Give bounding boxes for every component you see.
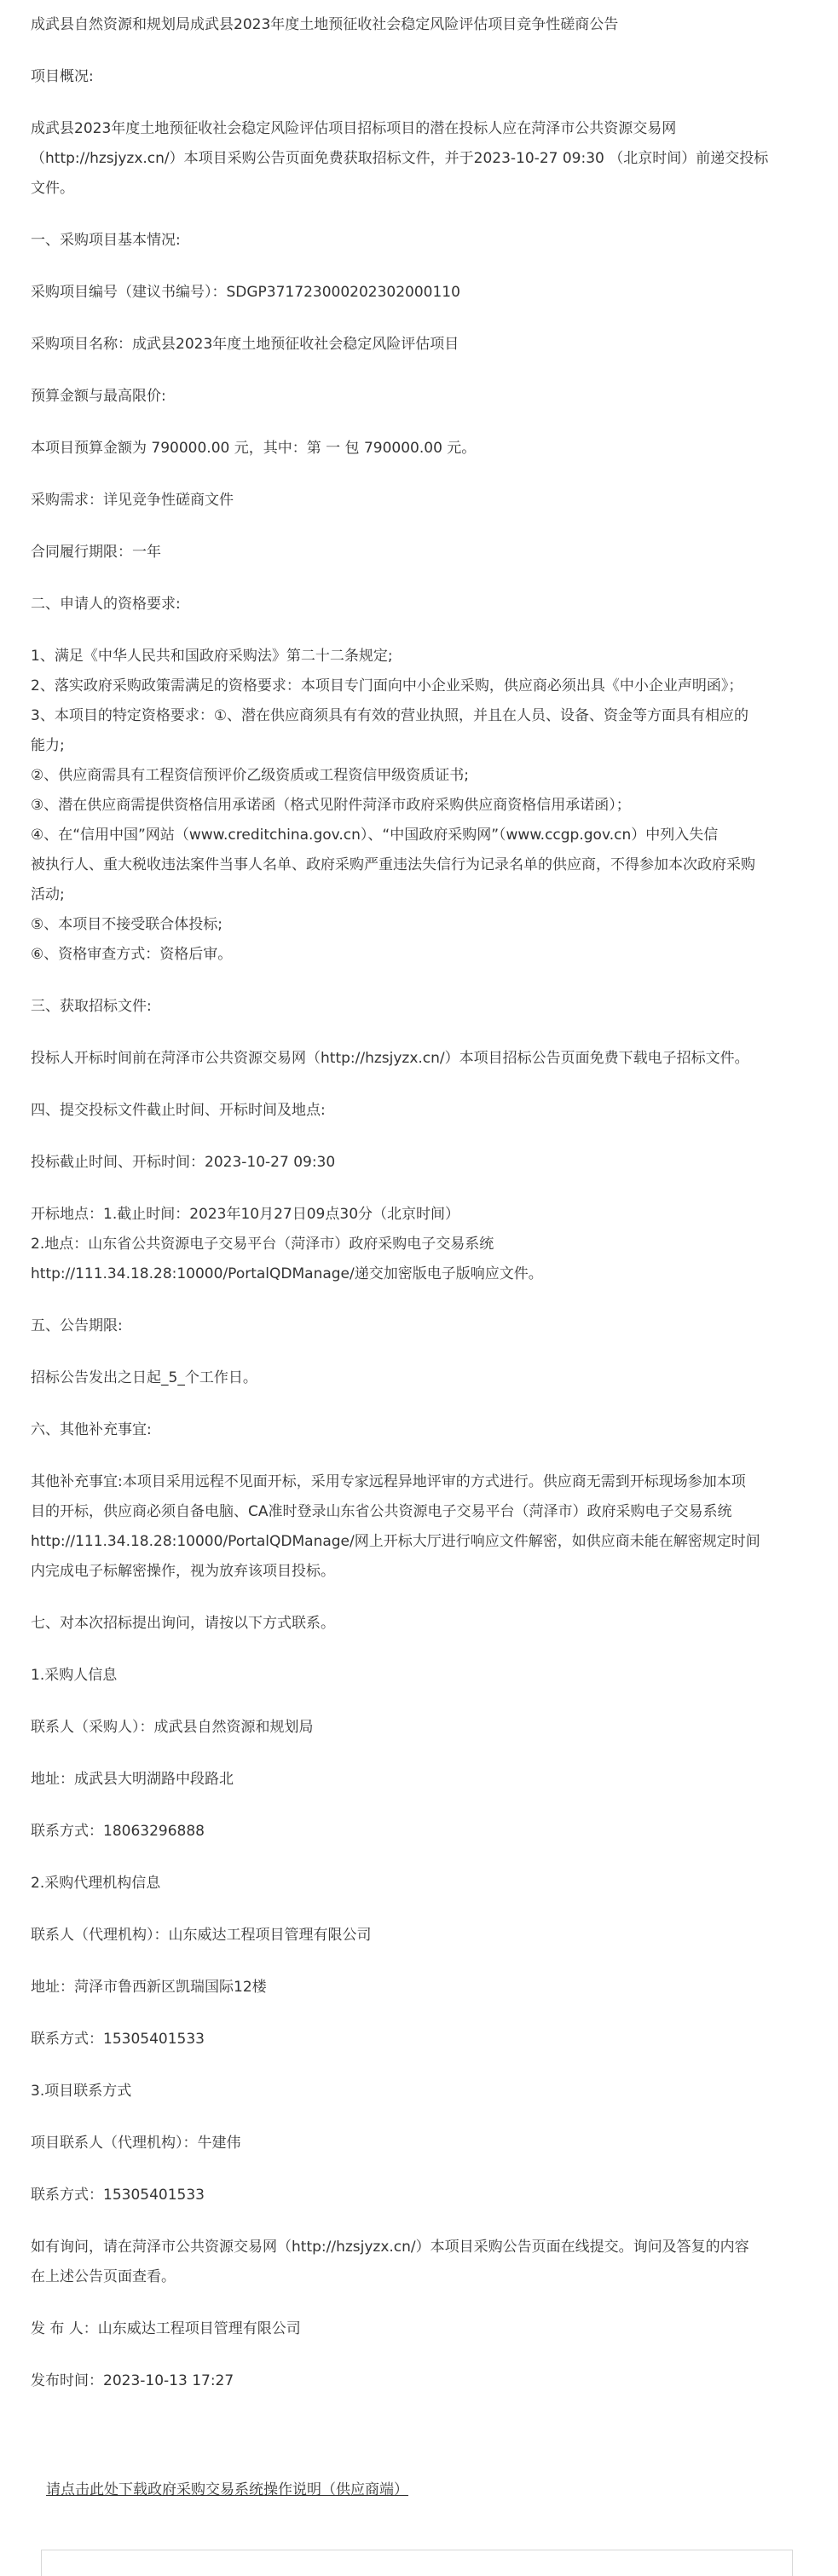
attachment-box [41, 2550, 793, 2576]
section2-heading: 二、申请人的资格要求: [31, 596, 181, 613]
supplement-line: 目的开标，供应商必须自备电脑、CA准时登录山东省公共资源电子交易平台（菏泽市）政府采购电子交易系统 [31, 1503, 732, 1520]
qualification-line: ④、在“信用中国”网站（www.creditchina.gov.cn）、“中国政府采购网”（www.ccgp.gov.cn）中列入失信 [31, 827, 719, 844]
agency-address: 地址：菏泽市鲁西新区凯瑞国际12楼 [31, 1979, 267, 1996]
overview-line: 成武县2023年度土地预征收社会稳定风险评估项目招标项目的潜在投标人应在菏泽市公共资源交易网 [31, 120, 677, 137]
overview-heading: 项目概况: [31, 68, 94, 85]
obtain-documents-text: 投标人开标时间前在菏泽市公共资源交易网（http://hzsjyzx.cn/）本项目招标公告页面免费下载电子招标文件。 [31, 1050, 749, 1067]
opening-line: 开标地点：1.截止时间：2023年10月27日09点30分（北京时间） [31, 1206, 460, 1223]
download-instructions-link[interactable]: 请点击此处下载政府采购交易系统操作说明（供应商端） [46, 2481, 408, 2498]
qualification-line: 活动; [31, 886, 65, 903]
procurement-requirement: 采购需求：详见竞争性磋商文件 [31, 492, 234, 509]
overview-line: （http://hzsjyzx.cn/）本项目采购公告页面免费获取招标文件，并于2023-10-27 09:30 （北京时间）前递交投标 [31, 150, 769, 167]
document-title: 成武县自然资源和规划局成武县2023年度土地预征收社会稳定风险评估项目竞争性磋商公告 [31, 16, 619, 33]
deadline-text: 投标截止时间、开标时间：2023-10-27 09:30 [31, 1154, 336, 1171]
overview-text [31, 114, 807, 204]
qualification-line: 3、本项目的特定资格要求：①、潜在供应商须具有有效的营业执照，并且在人员、设备、资金等方面具有相应的 [31, 707, 749, 724]
supplement-text [31, 1467, 807, 1587]
opening-location [31, 1200, 807, 1289]
purchaser-phone: 联系方式：18063296888 [31, 1823, 205, 1840]
section7-heading: 七、对本次招标提出询问，请按以下方式联系。 [31, 1615, 335, 1632]
inquiry-text [31, 2233, 807, 2292]
qualification-line: ③、潜在供应商需提供资格信用承诺函（格式见附件菏泽市政府采购供应商资格信用承诺函）； [31, 797, 631, 814]
publish-time: 发布时间：2023-10-13 17:27 [31, 2372, 234, 2389]
qualification-line: ⑤、本项目不接受联合体投标; [31, 916, 223, 933]
section6-heading: 六、其他补充事宜: [31, 1421, 152, 1438]
qualification-list [31, 642, 807, 970]
purchaser-heading: 1.采购人信息 [31, 1667, 118, 1684]
qualification-line: 1、满足《中华人民共和国政府采购法》第二十二条规定; [31, 648, 393, 665]
section1-heading: 一、采购项目基本情况: [31, 232, 181, 249]
inquiry-line: 如有询问，请在菏泽市公共资源交易网（http://hzsjyzx.cn/）本项目采购公告页面在线提交。询问及答复的内容 [31, 2239, 749, 2256]
qualification-line: ②、供应商需具有工程资信预评价乙级资质或工程资信甲级资质证书; [31, 767, 469, 784]
project-number: 采购项目编号（建议书编号）：SDGP371723000202302000110 [31, 284, 460, 301]
inquiry-line: 在上述公告页面查看。 [31, 2268, 176, 2285]
qualification-line: 被执行人、重大税收违法案件当事人名单、政府采购严重违法失信行为记录名单的供应商，不得参加本次政府采购 [31, 856, 755, 873]
qualification-line: 能力; [31, 737, 65, 754]
purchaser-contact: 联系人（采购人）：成武县自然资源和规划局 [31, 1719, 314, 1736]
qualification-line: ⑥、资格审查方式：资格后审。 [31, 946, 233, 963]
section4-heading: 四、提交投标文件截止时间、开标时间及地点: [31, 1102, 326, 1119]
publisher: 发 布 人：山东威达工程项目管理有限公司 [31, 2320, 301, 2337]
qualification-line: 2、落实政府采购政策需满足的资格要求：本项目专门面向中小企业采购，供应商必须出具《中小企业声明函》； [31, 677, 743, 694]
overview-line: 文件。 [31, 180, 74, 197]
purchaser-address: 地址：成武县大明湖路中段路北 [31, 1771, 234, 1788]
supplement-line: http://111.34.18.28:10000/PortalQDManage/网上开标大厅进行响应文件解密，如供应商未能在解密规定时间 [31, 1533, 760, 1550]
supplement-line: 内完成电子标解密操作，视为放弃该项目投标。 [31, 1563, 335, 1580]
agency-heading: 2.采购代理机构信息 [31, 1875, 161, 1892]
agency-phone: 联系方式：15305401533 [31, 2031, 205, 2048]
opening-line: 2.地点：山东省公共资源电子交易平台（菏泽市）政府采购电子交易系统 [31, 1236, 494, 1253]
project-phone: 联系方式：15305401533 [31, 2187, 205, 2204]
project-name: 采购项目名称：成武县2023年度土地预征收社会稳定风险评估项目 [31, 336, 459, 353]
supplement-line: 其他补充事宜:本项目采用远程不见面开标，采用专家远程异地评审的方式进行。供应商无需到开标现场参加本项 [31, 1473, 746, 1490]
budget-heading: 预算金额与最高限价: [31, 388, 166, 405]
section3-heading: 三、获取招标文件: [31, 998, 152, 1015]
agency-contact: 联系人（代理机构）：山东威达工程项目管理有限公司 [31, 1927, 372, 1944]
project-contact: 项目联系人（代理机构）：牛建伟 [31, 2135, 241, 2152]
contract-period: 合同履行期限：一年 [31, 544, 161, 561]
announcement-period: 招标公告发出之日起_5_个工作日。 [31, 1369, 257, 1386]
section5-heading: 五、公告期限: [31, 1317, 123, 1334]
opening-line: http://111.34.18.28:10000/PortalQDManage/递交加密版电子版响应文件。 [31, 1265, 543, 1282]
project-contact-heading: 3.项目联系方式 [31, 2083, 132, 2100]
budget-text: 本项目预算金额为 790000.00 元，其中：第 一 包 790000.00 元。 [31, 440, 477, 457]
